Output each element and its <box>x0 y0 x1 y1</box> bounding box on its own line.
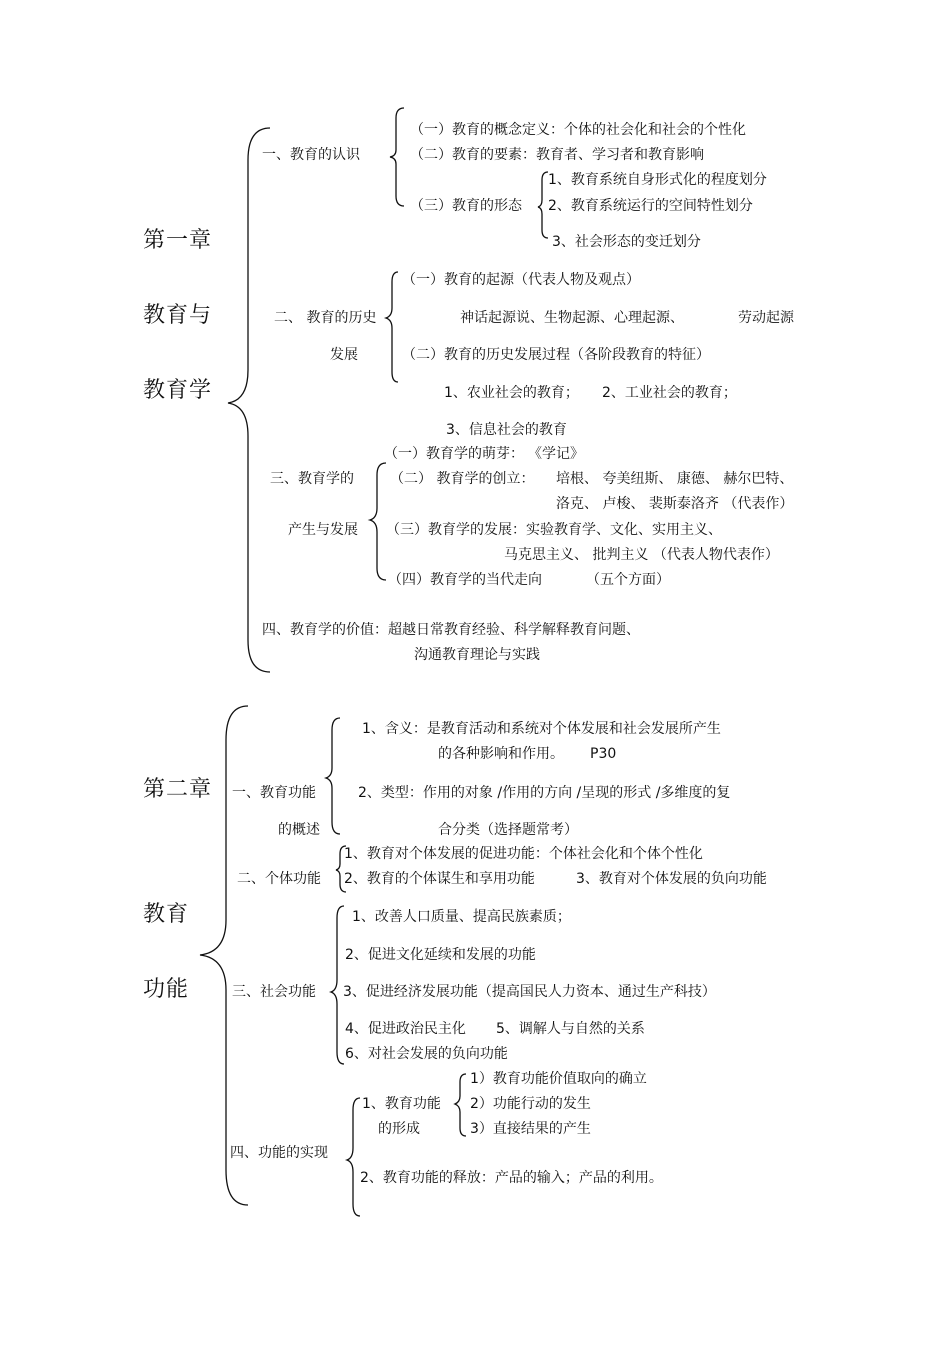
ch2-s3-label: 三、社会功能 <box>232 984 316 1000</box>
ch1-s2-stage2: 2、工业社会的教育； <box>602 385 737 401</box>
ch1-s1-form3: 3、社会形态的变迁划分 <box>552 234 701 250</box>
ch1-s3-l2b: 培根、 夸美纽斯、 康德、 赫尔巴特、 <box>556 471 794 487</box>
ch1-s4-line1: 四、教育学的价值：超越日常教育经验、科学解释教育问题、 <box>262 622 640 638</box>
ch2-s3-i4: 4、促进政治民主化 <box>345 1021 466 1037</box>
ch1-s3-label-line1: 三、教育学的 <box>270 471 354 487</box>
ch2-s1-types2: 合分类（选择题常考） <box>438 822 578 838</box>
ch1-s2-origin-theories: 神话起源说、生物起源、心理起源、 <box>460 310 684 326</box>
ch1-s2-brace <box>386 272 398 382</box>
ch2-s4-formation-brace <box>455 1074 466 1136</box>
ch2-s4-f3: 3）直接结果的产生 <box>470 1121 591 1137</box>
ch2-s3-i1: 1、改善人口质量、提高民族素质； <box>352 909 571 925</box>
ch1-s1-brace <box>390 108 404 206</box>
ch2-s1-meaning2: 的各种影响和作用。 <box>438 746 564 762</box>
ch1-s2-origin-labor: 劳动起源 <box>738 310 794 326</box>
ch2-s4-brace <box>347 1098 360 1216</box>
ch1-s3-brace <box>370 463 386 580</box>
ch2-s1-label-line2: 的概述 <box>278 822 320 838</box>
ch1-s3-l4b: （五个方面） <box>586 572 670 588</box>
ch1-s2-label-line2: 发展 <box>330 347 358 363</box>
ch1-s3-l3b: 马克思主义、 批判主义 （代表人物代表作） <box>504 547 779 563</box>
ch2-s2-i1: 1、教育对个体发展的促进功能：个体社会化和个体个性化 <box>344 846 703 862</box>
ch2-s2-i2: 2、教育的个体谋生和享用功能 <box>344 871 535 887</box>
ch1-s3-l4: （四）教育学的当代走向 <box>388 572 542 588</box>
ch2-s4-release: 2、教育功能的释放：产品的输入；产品的利用。 <box>360 1170 663 1186</box>
ch1-s2-process: （二）教育的历史发展过程（各阶段教育的特征） <box>402 347 710 363</box>
ch1-s2-stage1: 1、农业社会的教育； <box>444 385 579 401</box>
ch2-s1-meaning1: 1、含义：是教育活动和系统对个体发展和社会发展所产生 <box>362 721 721 737</box>
ch1-s4-line2: 沟通教育理论与实践 <box>414 647 540 663</box>
ch2-s4-f1: 1）教育功能价值取向的确立 <box>470 1071 647 1087</box>
ch2-s4-label: 四、功能的实现 <box>230 1145 328 1161</box>
ch2-s1-label-line1: 一、教育功能 <box>232 785 316 801</box>
ch2-s1-brace <box>326 718 340 834</box>
chapter2-title-line1: 第二章 <box>143 777 213 802</box>
chapter2-title-line2: 教育 <box>143 902 190 927</box>
ch1-s2-label-line1: 二、 教育的历史 <box>274 310 377 326</box>
ch2-s2-i3: 3、教育对个体发展的负向功能 <box>576 871 767 887</box>
ch1-s1-form2: 2、教育系统运行的空间特性划分 <box>548 198 753 214</box>
ch2-s4-f2: 2）功能行动的发生 <box>470 1096 591 1112</box>
ch1-s3-l3: （三）教育学的发展：实验教育学、文化、实用主义、 <box>386 522 722 538</box>
ch2-s1-types1: 2、类型：作用的对象 /作用的方向 /呈现的形式 /多维度的复 <box>358 785 731 801</box>
ch1-s3-label-line2: 产生与发展 <box>288 522 358 538</box>
ch1-s1-item1: （一）教育的概念定义：个体的社会化和社会的个性化 <box>410 122 746 138</box>
ch1-s3-l1b: 《学记》 <box>528 446 584 462</box>
ch1-s2-stage3: 3、信息社会的教育 <box>446 422 567 438</box>
chapter2-title-line3: 功能 <box>143 977 190 1002</box>
ch1-s1-form1: 1、教育系统自身形式化的程度划分 <box>548 172 767 188</box>
ch1-s3-l2: （二） 教育学的创立： <box>390 471 535 487</box>
ch1-s2-origin: （一）教育的起源（代表人物及观点） <box>402 272 640 288</box>
ch2-s3-i3: 3、促进经济发展功能（提高国民人力资本、通过生产科技） <box>343 984 716 1000</box>
ch2-s3-i2: 2、促进文化延续和发展的功能 <box>345 947 536 963</box>
ch2-s4-formation-line1: 1、教育功能 <box>362 1096 441 1112</box>
chapter1-title-line1: 第一章 <box>143 228 213 253</box>
ch1-s1-item2: （二）教育的要素：教育者、学习者和教育影响 <box>410 147 704 163</box>
ch2-s1-page-ref: P30 <box>590 746 617 762</box>
chapter1-title-line2: 教育与 <box>143 303 213 328</box>
ch2-s3-i6: 6、对社会发展的负向功能 <box>345 1046 508 1062</box>
ch1-s1-forms-brace <box>538 172 548 238</box>
ch2-s4-formation-line2: 的形成 <box>378 1121 420 1137</box>
ch1-s3-l2c: 洛克、 卢梭、 裴斯泰洛齐 （代表作） <box>556 496 794 512</box>
ch1-main-brace <box>228 128 270 672</box>
ch1-s1-item3: （三）教育的形态 <box>410 198 522 214</box>
ch2-s2-label: 二、个体功能 <box>237 871 321 887</box>
chapter1-title-line3: 教育学 <box>143 378 213 403</box>
ch1-s1-label: 一、教育的认识 <box>262 147 360 163</box>
ch2-s3-i5: 5、调解人与自然的关系 <box>496 1021 645 1037</box>
ch1-s3-l1: （一）教育学的萌芽： <box>384 446 524 462</box>
